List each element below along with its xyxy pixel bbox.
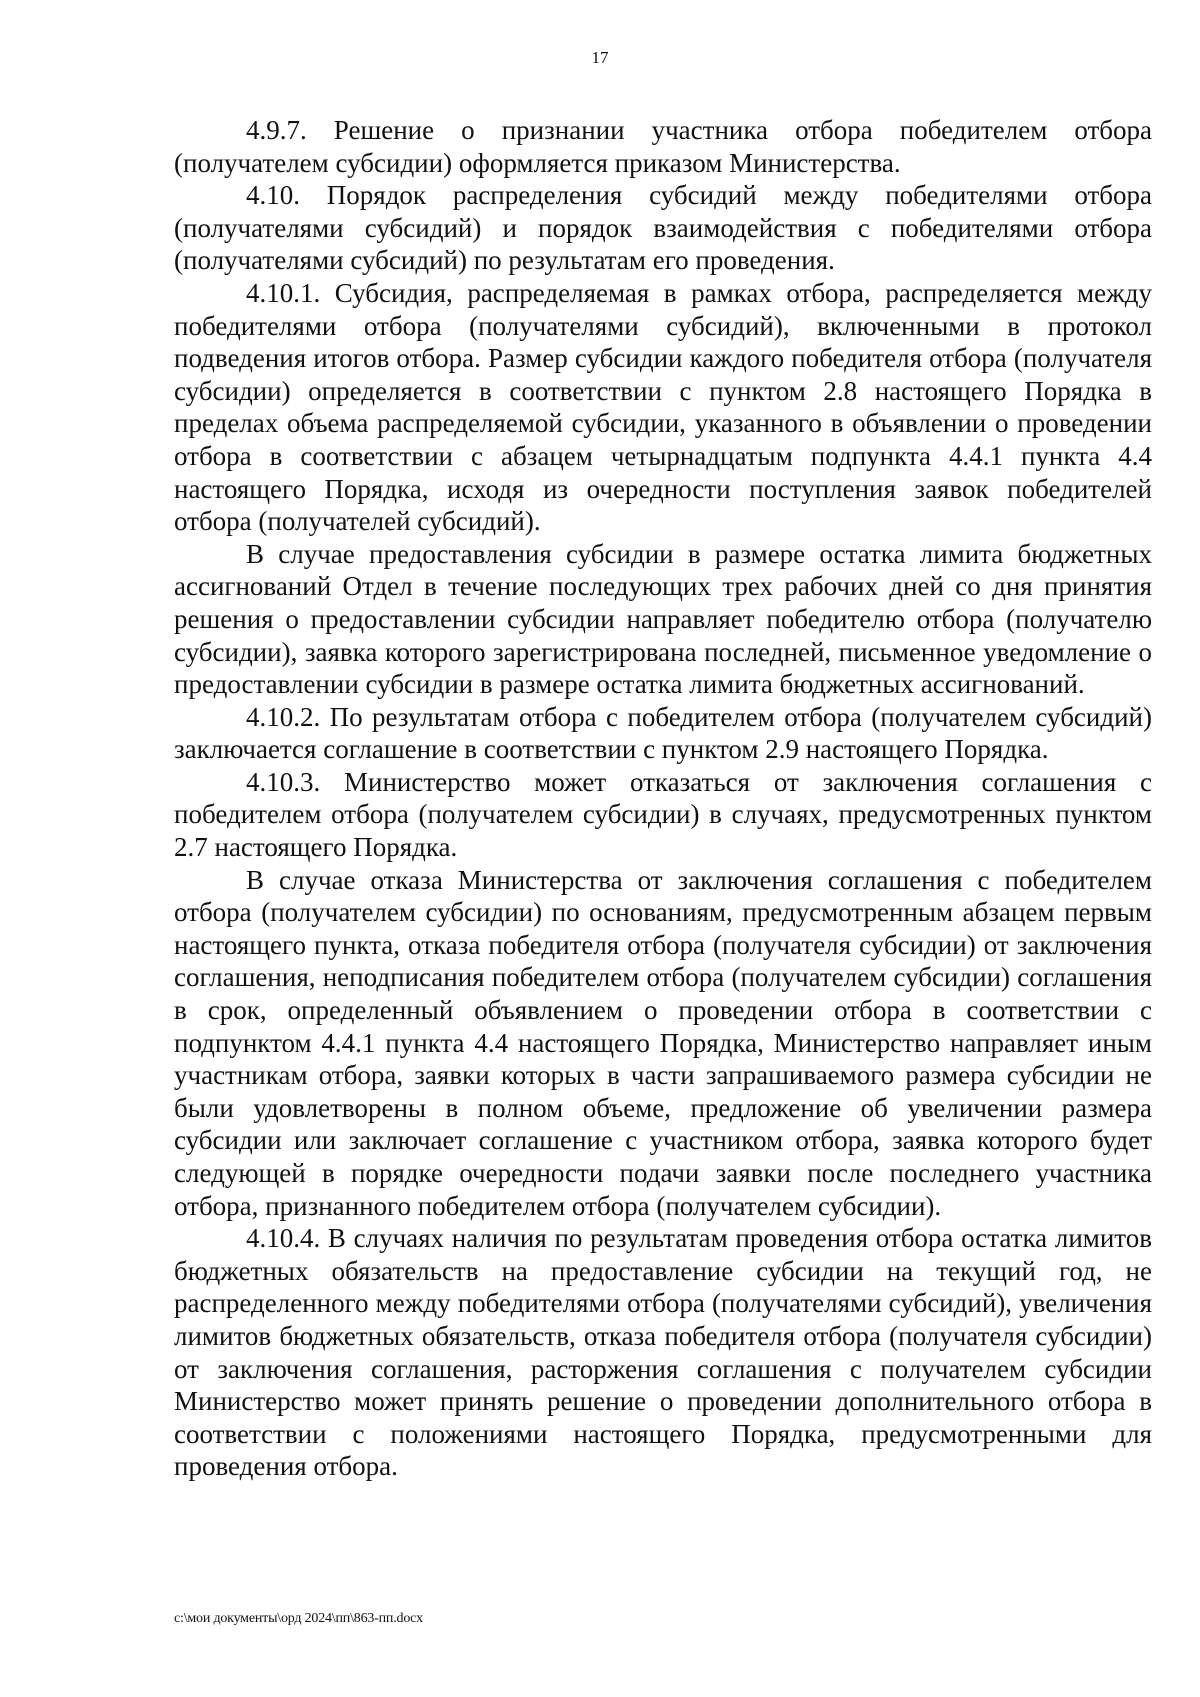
paragraph-4-10-1-remainder-limit: В случае предоставления субсидии в размере остатка лимита бюджетных ассигнований Отдел в течение последующих трех рабочих дней со дня принятия решения о предоставлении субсидии направляет победителю отбора (получателю субсидии), заявка которого зарегистрирована последней, письменное уведомление о предоставлении субсидии в размере остатка лимита бюджетных ассигнований. <box>174 538 1152 700</box>
paragraph-4-10-4: 4.10.4. В случаях наличия по результатам проведения отбора остатка лимитов бюджетных обязательств на предоставление субсидии на текущий год, не распределенного между победителями отбора (получателями субсидий), увеличения лимитов бюджетных обязательств, отказа победителя отбора (получателя субсидии) от заключения соглашения, расторжения соглашения с получателем субсидии Министерство может принять решение о проведении дополнительного отбора в соответствии с положениями настоящего Порядка, предусмотренными для проведения отбора. <box>174 1223 1152 1482</box>
footer-file-path: c:\мои документы\орд 2024\пп\863-пп.docx <box>174 1611 423 1626</box>
paragraph-4-10: 4.10. Порядок распределения субсидий между победителями отбора (получателями субсидий) и порядок взаимодействия с победителями отбора (получателями субсидий) по результатам его проведения. <box>174 180 1152 276</box>
document-body <box>174 114 1152 1483</box>
paragraph-4-10-1: 4.10.1. Субсидия, распределяемая в рамках отбора, распределяется между победителями отбора (получателями субсидий), включенными в протокол подведения итогов отбора. Размер субсидии каждого победителя отбора (получателя субсидии) определяется в соответствии с пунктом 2.8 настоящего Порядка в пределах объема распределяемой субсидии, указанного в объявлении о проведении отбора в соответствии с абзацем четырнадцатым подпункта 4.4.1 пункта 4.4 настоящего Порядка, исходя из очередности поступления заявок победителей отбора (получателей субсидий). <box>174 277 1152 537</box>
paragraph-4-10-3-refusal: В случае отказа Министерства от заключения соглашения с победителем отбора (получателем субсидии) по основаниям, предусмотренным абзацем первым настоящего пункта, отказа победителя отбора (получателя субсидии) от заключения соглашения, неподписания победителем отбора (получателем субсидии) соглашения в срок, определенный объявлением о проведении отбора в соответствии с подпунктом 4.4.1 пункта 4.4 настоящего Порядка, Министерство направляет иным участникам отбора, заявки которых в части запрашиваемого размера субсидии не были удовлетворены в полном объеме, предложение об увеличении размера субсидии или заключает соглашение с участником отбора, заявка которого будет следующей в порядке очередности подачи заявки после последнего участника отбора, признанного победителем отбора (получателем субсидии). <box>174 864 1152 1221</box>
paragraph-4-10-2: 4.10.2. По результатам отбора с победителем отбора (получателем субсидий) заключается соглашение в соответствии с пунктом 2.9 настоящего Порядка. <box>174 701 1152 765</box>
page-number: 17 <box>591 48 609 67</box>
paragraph-4-10-3: 4.10.3. Министерство может отказаться от заключения соглашения с победителем отбора (получателем субсидии) в случаях, предусмотренных пунктом 2.7 настоящего Порядка. <box>174 766 1152 863</box>
paragraph-4-9-7: 4.9.7. Решение о признании участника отбора победителем отбора (получателем субсидии) оформляется приказом Министерства. <box>174 115 1152 178</box>
